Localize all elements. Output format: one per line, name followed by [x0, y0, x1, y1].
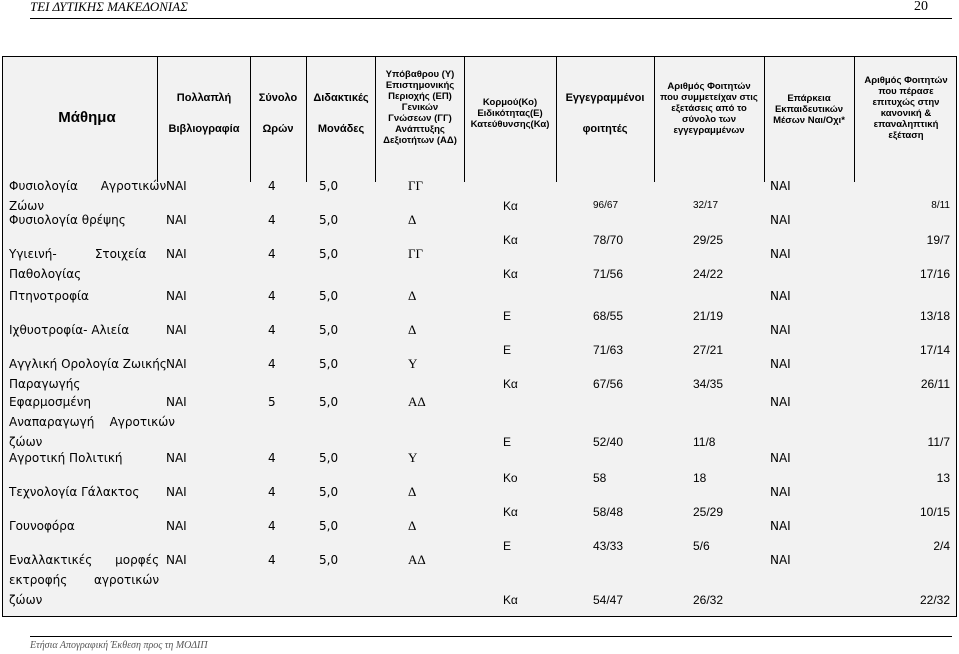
enrolled-value: 71/56	[593, 267, 624, 281]
col-sep	[250, 57, 251, 182]
core-value: Κα	[503, 505, 518, 519]
course-name: Ζώων	[9, 199, 45, 213]
means-value: ΝΑΙ	[770, 357, 791, 371]
hours-value: 4	[268, 357, 276, 371]
units-value: 5,0	[319, 553, 339, 567]
course-name: Φυσιολογία Αγροτικών	[9, 179, 167, 193]
course-type-value: Δ	[408, 212, 417, 227]
exam-value: 5/6	[693, 539, 710, 553]
footer-rule	[30, 636, 952, 637]
hours-value: 4	[268, 323, 276, 337]
page-header	[0, 0, 959, 28]
header-units-line2: Μονάδες	[317, 123, 365, 135]
col-sep	[375, 57, 376, 182]
means-value: ΝΑΙ	[770, 289, 791, 303]
hours-value: 5	[268, 395, 276, 409]
header-institution: ΤΕΙ ΔΥΤΙΚΗΣ ΜΑΚΕΔΟΝΙΑΣ	[30, 0, 188, 14]
header-biblio-line2: Βιβλιογραφία	[168, 123, 240, 135]
course-type-value: Δ	[408, 288, 417, 303]
passed-value: 22/32	[919, 593, 950, 607]
biblio-value: ΝΑΙ	[166, 357, 187, 371]
units-value: 5,0	[319, 357, 339, 371]
biblio-value: ΝΑΙ	[166, 485, 187, 499]
biblio-value: ΝΑΙ	[166, 179, 187, 193]
course-type-value: Υ	[408, 450, 418, 465]
units-value: 5,0	[319, 179, 339, 193]
course-name: Τεχνολογία Γάλακτος	[9, 485, 140, 499]
course-name: Γουνοφόρα	[9, 519, 75, 533]
core-value: Κο	[503, 471, 518, 485]
hours-value: 4	[268, 179, 276, 193]
means-value: ΝΑΙ	[770, 519, 791, 533]
biblio-value: ΝΑΙ	[166, 289, 187, 303]
core-value: Κα	[503, 377, 518, 391]
means-value: ΝΑΙ	[770, 323, 791, 337]
exam-value: 26/32	[693, 593, 724, 607]
units-value: 5,0	[319, 395, 339, 409]
means-value: ΝΑΙ	[770, 179, 791, 193]
col-sep	[764, 57, 765, 182]
units-value: 5,0	[319, 289, 339, 303]
col-sep	[157, 57, 158, 182]
course-name: Εναλλακτικές μορφές	[9, 553, 160, 567]
course-name: Πτηνοτροφία	[9, 289, 89, 303]
header-units-line1: Διδακτικές	[313, 92, 369, 104]
exam-value: 34/35	[693, 377, 724, 391]
biblio-value: ΝΑΙ	[166, 395, 187, 409]
course-name: Υγιεινή- Στοιχεία	[9, 247, 147, 261]
course-name: Εφαρμοσμένη	[9, 395, 92, 409]
units-value: 5,0	[319, 485, 339, 499]
units-value: 5,0	[319, 451, 339, 465]
units-value: 5,0	[319, 213, 339, 227]
hours-value: 4	[268, 485, 276, 499]
hours-value: 4	[268, 553, 276, 567]
biblio-value: ΝΑΙ	[166, 213, 187, 227]
enrolled-value: 96/67	[593, 200, 619, 211]
course-name: Αναπαραγωγή Αγροτικών	[9, 415, 175, 429]
course-name: ζώων	[9, 435, 43, 449]
units-value: 5,0	[319, 519, 339, 533]
means-value: ΝΑΙ	[770, 395, 791, 409]
course-name: Αγγλική Ορολογία Ζωικής	[9, 357, 167, 371]
hours-value: 4	[268, 247, 276, 261]
col-sep	[556, 57, 557, 182]
col-sep	[854, 57, 855, 182]
course-name: Φυσιολογία θρέψης	[9, 213, 126, 227]
exam-value: 11/8	[693, 435, 716, 449]
passed-value: 19/7	[926, 233, 950, 247]
course-type-value: ΑΔ	[408, 552, 426, 567]
passed-value: 2/4	[933, 539, 950, 553]
hours-value: 4	[268, 213, 276, 227]
passed-value: 17/14	[919, 343, 950, 357]
core-value: Ε	[503, 343, 512, 357]
enrolled-value: 67/56	[593, 377, 624, 391]
header-core: Κορμού(Κο) Ειδικότητας(Ε) Κατεύθυνσης(Κα)	[470, 97, 550, 130]
passed-value: 8/11	[931, 200, 950, 211]
header-rule	[30, 18, 952, 19]
enrolled-value: 78/70	[593, 233, 624, 247]
biblio-value: ΝΑΙ	[166, 451, 187, 465]
course-type-value: ΑΔ	[408, 394, 426, 409]
exam-value: 29/25	[693, 233, 724, 247]
header-biblio-line1: Πολλαπλή	[176, 92, 232, 104]
course-type-value: Δ	[408, 484, 417, 499]
header-hours-line2: Ωρών	[262, 123, 294, 135]
course-name: ζώων	[9, 593, 43, 607]
hours-value: 4	[268, 451, 276, 465]
units-value: 5,0	[319, 323, 339, 337]
biblio-value: ΝΑΙ	[166, 323, 187, 337]
footer-text: Ετήσια Απογραφική Έκθεση προς τη ΜΟΔΙΠ	[30, 640, 208, 651]
exam-value: 18	[693, 471, 707, 485]
passed-value: 13	[936, 471, 950, 485]
col-sep	[654, 57, 655, 182]
hours-value: 4	[268, 519, 276, 533]
biblio-value: ΝΑΙ	[166, 519, 187, 533]
core-value: Ε	[503, 309, 512, 323]
col-sep	[306, 57, 307, 182]
passed-value: 26/11	[920, 377, 950, 391]
passed-value: 10/15	[919, 505, 950, 519]
units-value: 5,0	[319, 247, 339, 261]
header-means-adequacy: Επάρκεια Εκπαιδευτικών Μέσων Ναι/Οχι*	[773, 93, 845, 126]
course-type-value: Υ	[408, 356, 418, 371]
means-value: ΝΑΙ	[770, 451, 791, 465]
biblio-value: ΝΑΙ	[166, 247, 187, 261]
means-value: ΝΑΙ	[770, 485, 791, 499]
core-value: Κα	[503, 233, 518, 247]
passed-value: 11/7	[927, 435, 950, 449]
exam-value: 25/29	[693, 505, 724, 519]
core-value: Κα	[503, 593, 518, 607]
course-name: Ιχθυοτροφία- Αλιεία	[9, 323, 130, 337]
course-type-value: ΓΓ	[408, 246, 424, 261]
course-type-value: Δ	[408, 518, 417, 533]
header-course-type: Υπόβαθρου (Υ) Επιστημονικής Περιοχής (ΕΠ) Γενικών Γνώσεων (ΓΓ) Ανάπτυξης Δεξιοτήτων (ΑΔ)	[383, 69, 457, 146]
means-value: ΝΑΙ	[770, 553, 791, 567]
enrolled-value: 58/48	[593, 505, 624, 519]
header-course: Μάθημα	[58, 109, 116, 126]
exam-value: 27/21	[693, 343, 724, 357]
enrolled-value: 43/33	[593, 539, 624, 553]
header-hours-line1: Σύνολο	[258, 92, 298, 104]
exam-value: 24/22	[693, 267, 724, 281]
exam-value: 32/17	[693, 200, 719, 211]
course-table	[2, 56, 957, 617]
course-name: Παραγωγής	[9, 377, 81, 391]
course-name: Παθολογίας	[9, 267, 82, 281]
means-value: ΝΑΙ	[770, 213, 791, 227]
header-enrolled-line2: φοιτητές	[582, 123, 628, 135]
core-value: Κα	[503, 199, 518, 213]
core-value: Ε	[503, 435, 512, 449]
enrolled-value: 71/63	[593, 343, 624, 357]
header-enrolled-line1: Εγγεγραμμένοι	[565, 92, 645, 104]
course-type-value: ΓΓ	[408, 178, 424, 193]
core-value: Κα	[503, 267, 518, 281]
header-exam-participants: Αριθμός Φοιτητών που συμμετείχαν στις εξετάσεις από το σύνολο των εγγεγραμμένων	[660, 81, 758, 136]
course-type-value: Δ	[408, 322, 417, 337]
course-name: εκτροφής αγροτικών	[9, 573, 160, 587]
means-value: ΝΑΙ	[770, 247, 791, 261]
col-sep	[464, 57, 465, 182]
enrolled-value: 52/40	[593, 435, 624, 449]
course-name: Αγροτική Πολιτική	[9, 451, 123, 465]
biblio-value: ΝΑΙ	[166, 553, 187, 567]
passed-value: 13/18	[919, 309, 950, 323]
passed-value: 17/16	[919, 267, 950, 281]
hours-value: 4	[268, 289, 276, 303]
enrolled-value: 68/55	[593, 309, 624, 323]
enrolled-value: 58	[593, 471, 607, 485]
page-number: 20	[914, 0, 928, 14]
enrolled-value: 54/47	[593, 593, 624, 607]
core-value: Ε	[503, 539, 512, 553]
exam-value: 21/19	[693, 309, 724, 323]
header-passed: Αριθμός Φοιτητών που πέρασε επιτυχώς στην κανονική & επαναληπτική εξέταση	[864, 75, 948, 141]
